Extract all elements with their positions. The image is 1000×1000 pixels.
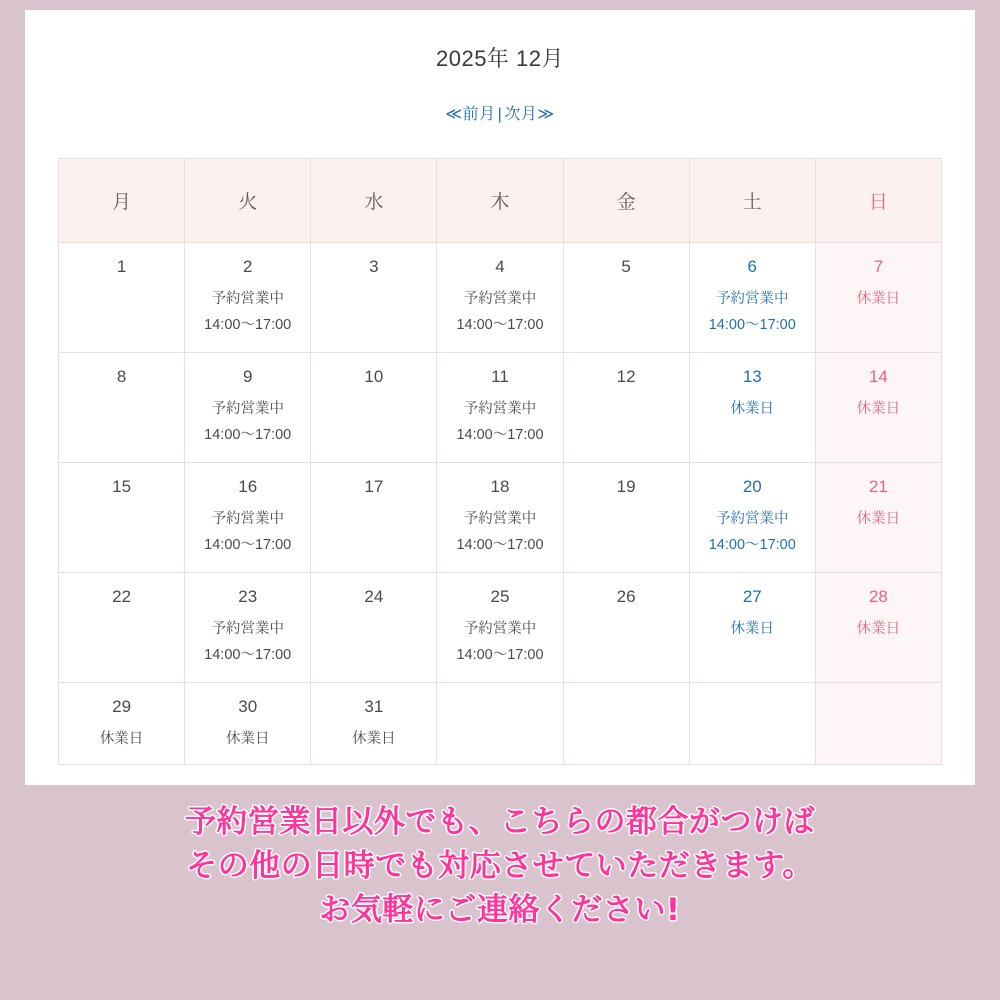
day-number: 19 bbox=[616, 477, 636, 496]
day-event-text: 予約営業中 bbox=[211, 401, 284, 418]
weekday-header-fri: 金 bbox=[563, 159, 689, 243]
calendar-day-cell[interactable] bbox=[563, 353, 689, 463]
day-event-text: 予約営業中 bbox=[211, 511, 284, 528]
day-event-text: 14:00〜17:00 bbox=[204, 536, 292, 553]
calendar-day-cell[interactable] bbox=[437, 683, 563, 765]
calendar-title: 2025年 12月 bbox=[435, 46, 565, 71]
calendar-day-cell[interactable] bbox=[563, 463, 689, 573]
calendar-day-cell[interactable] bbox=[437, 243, 563, 353]
footer-line-1: 予約営業日以外でも、こちらの都合がつけば bbox=[185, 804, 815, 840]
day-event-text: 14:00〜17:00 bbox=[456, 426, 544, 443]
day-number: 27 bbox=[742, 587, 762, 606]
day-number: 30 bbox=[238, 697, 258, 716]
calendar-day-cell[interactable] bbox=[437, 463, 563, 573]
calendar-day-cell[interactable] bbox=[311, 353, 437, 463]
prev-month-link[interactable]: ≪前月 bbox=[445, 106, 496, 123]
footer-line-3: お気軽にご連絡ください! bbox=[319, 892, 681, 929]
calendar-head bbox=[59, 159, 942, 243]
calendar-day-cell[interactable] bbox=[437, 353, 563, 463]
day-event-text: 14:00〜17:00 bbox=[708, 316, 796, 333]
day-event-text: 14:00〜17:00 bbox=[708, 536, 796, 553]
footer-line-2: その他の日時でも対応させていただきます。 bbox=[186, 848, 814, 885]
day-event-text: 休業日 bbox=[99, 731, 144, 748]
next-month-link[interactable]: 次月≫ bbox=[504, 106, 555, 123]
calendar-day-cell[interactable] bbox=[815, 463, 941, 573]
day-event-text: 14:00〜17:00 bbox=[204, 646, 292, 663]
day-number: 7 bbox=[873, 257, 884, 276]
day-number: 28 bbox=[868, 587, 888, 606]
day-event-text: 予約営業中 bbox=[716, 511, 789, 528]
calendar-month-nav bbox=[25, 73, 975, 124]
day-event-text: 予約営業中 bbox=[211, 621, 284, 638]
day-event-text: 休業日 bbox=[352, 731, 396, 748]
calendar-day-cell[interactable] bbox=[815, 683, 941, 765]
weekday-header-row bbox=[59, 159, 942, 243]
calendar-day-cell[interactable] bbox=[311, 463, 437, 573]
day-number: 10 bbox=[364, 367, 384, 386]
day-number: 29 bbox=[112, 697, 132, 716]
day-number: 12 bbox=[616, 367, 636, 386]
day-number: 5 bbox=[621, 257, 631, 276]
day-number: 4 bbox=[495, 257, 505, 276]
calendar-day-cell[interactable] bbox=[185, 573, 311, 683]
calendar-day-cell[interactable] bbox=[689, 243, 815, 353]
day-event-text: 予約営業中 bbox=[463, 401, 537, 418]
calendar-day-cell[interactable] bbox=[185, 683, 311, 765]
calendar-day-cell[interactable] bbox=[59, 353, 185, 463]
calendar-week-row bbox=[59, 573, 942, 683]
day-event-text: 14:00〜17:00 bbox=[204, 426, 292, 443]
day-event-text: 14:00〜17:00 bbox=[204, 316, 292, 333]
day-number: 31 bbox=[364, 697, 384, 716]
day-number: 24 bbox=[364, 587, 384, 606]
day-number: 21 bbox=[868, 477, 888, 496]
calendar-day-cell[interactable] bbox=[311, 243, 437, 353]
calendar-day-cell[interactable] bbox=[815, 353, 941, 463]
day-number: 20 bbox=[742, 477, 762, 496]
day-event-text: 予約営業中 bbox=[211, 291, 284, 308]
calendar-day-cell[interactable] bbox=[185, 353, 311, 463]
day-number: 25 bbox=[490, 587, 510, 606]
weekday-header-wed: 水 bbox=[311, 159, 437, 243]
day-number: 8 bbox=[116, 367, 127, 386]
calendar-day-cell[interactable] bbox=[59, 683, 185, 765]
day-event-text: 休業日 bbox=[225, 731, 270, 748]
day-number: 6 bbox=[747, 257, 757, 276]
calendar-week-row bbox=[59, 683, 942, 765]
calendar-day-cell[interactable] bbox=[563, 683, 689, 765]
calendar-day-cell[interactable] bbox=[311, 683, 437, 765]
calendar-day-cell[interactable] bbox=[689, 463, 815, 573]
calendar-day-cell[interactable] bbox=[185, 243, 311, 353]
day-number: 14 bbox=[868, 367, 888, 386]
calendar-day-cell[interactable] bbox=[311, 573, 437, 683]
calendar-day-cell[interactable] bbox=[563, 243, 689, 353]
day-number: 22 bbox=[112, 587, 132, 606]
day-number: 15 bbox=[112, 477, 132, 496]
day-number: 13 bbox=[742, 367, 762, 386]
calendar-day-cell[interactable] bbox=[59, 243, 185, 353]
day-number: 2 bbox=[242, 257, 253, 276]
calendar-day-cell[interactable] bbox=[59, 573, 185, 683]
weekday-header-sat: 土 bbox=[689, 159, 815, 243]
day-number: 11 bbox=[491, 367, 509, 386]
calendar-week-row bbox=[59, 243, 942, 353]
day-event-text: 休業日 bbox=[856, 621, 901, 638]
weekday-header-thu: 木 bbox=[437, 159, 563, 243]
calendar-day-cell[interactable] bbox=[59, 463, 185, 573]
day-event-text: 予約営業中 bbox=[463, 291, 537, 308]
weekday-header-mon: 月 bbox=[59, 159, 185, 243]
calendar-day-cell[interactable] bbox=[563, 573, 689, 683]
calendar-day-cell[interactable] bbox=[815, 573, 941, 683]
calendar-card bbox=[25, 10, 975, 785]
day-event-text: 休業日 bbox=[856, 511, 901, 528]
day-number: 9 bbox=[242, 367, 253, 386]
calendar-body bbox=[59, 243, 942, 765]
calendar-day-cell[interactable] bbox=[185, 463, 311, 573]
footer-note bbox=[0, 800, 1000, 932]
calendar-week-row bbox=[59, 353, 942, 463]
weekday-header-tue: 火 bbox=[185, 159, 311, 243]
day-event-text: 14:00〜17:00 bbox=[456, 316, 544, 333]
calendar-week-row bbox=[59, 463, 942, 573]
day-event-text: 休業日 bbox=[730, 401, 775, 418]
day-event-text: 休業日 bbox=[856, 291, 901, 308]
calendar-day-cell[interactable] bbox=[815, 243, 941, 353]
day-event-text: 予約営業中 bbox=[716, 291, 789, 308]
day-number: 26 bbox=[616, 587, 636, 606]
calendar-day-cell[interactable] bbox=[689, 683, 815, 765]
calendar-day-cell[interactable] bbox=[689, 573, 815, 683]
day-event-text: 予約営業中 bbox=[463, 511, 537, 528]
day-number: 1 bbox=[116, 257, 127, 276]
weekday-header-sun: 日 bbox=[815, 159, 941, 243]
day-number: 3 bbox=[369, 257, 379, 276]
day-number: 18 bbox=[490, 477, 510, 496]
calendar-day-cell[interactable] bbox=[689, 353, 815, 463]
day-event-text: 予約営業中 bbox=[463, 621, 537, 638]
day-event-text: 休業日 bbox=[730, 621, 775, 638]
nav-separator: | bbox=[497, 106, 503, 123]
day-number: 17 bbox=[364, 477, 384, 496]
day-number: 23 bbox=[238, 587, 258, 606]
day-event-text: 14:00〜17:00 bbox=[456, 646, 544, 663]
calendar-table bbox=[58, 158, 942, 765]
day-event-text: 休業日 bbox=[856, 401, 901, 418]
day-number: 16 bbox=[238, 477, 258, 496]
day-event-text: 14:00〜17:00 bbox=[456, 536, 544, 553]
calendar-day-cell[interactable] bbox=[437, 573, 563, 683]
